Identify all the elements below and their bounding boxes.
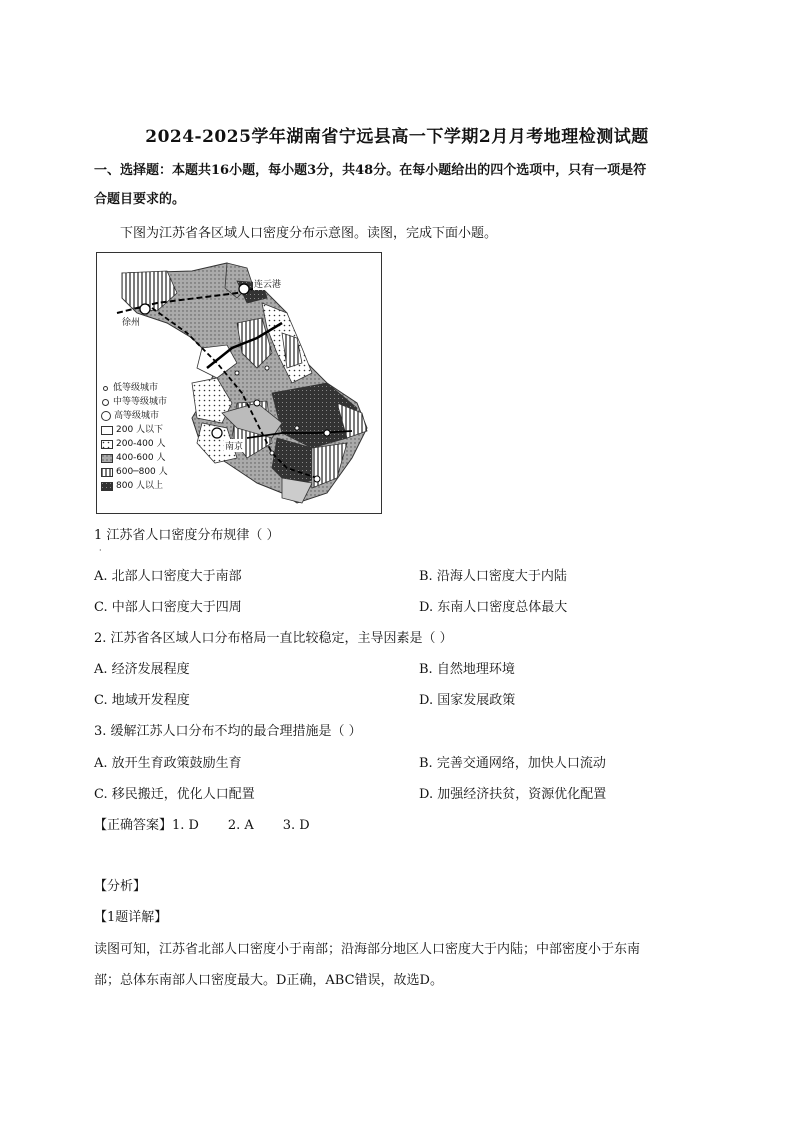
map-legend [101,381,168,493]
q3-option-a: A. 放开生育政策鼓励生育 [94,756,242,771]
grey-swatch-icon [101,454,113,463]
detail-text-line1: 读图可知，江苏省北部人口密度小于南部；沿海部分地区人口密度大于内陆；中部密度小于东南 [94,942,641,957]
q1-option-c: C. 中部人口密度大于四周 [94,600,242,615]
q1-option-a: A. 北部人口密度大于南部 [94,569,242,584]
stray-dot: · [99,546,102,555]
city-label-lianyungang: 连云港 [253,277,282,290]
q2-option-c: C. 地域开发程度 [94,693,190,708]
q1-option-b: B. 沿海人口密度大于内陆 [419,569,567,584]
legend-item: 高等级城市 [101,409,168,423]
city-label-nanjing: 南京 [224,439,244,452]
q3-option-d: D. 加强经济扶贫，资源优化配置 [419,787,607,802]
detail-heading: 【1题详解】 [94,910,168,925]
dotted-swatch-icon [101,440,113,449]
q3-option-b: B. 完善交通网络，加快人口流动 [419,756,606,771]
legend-item: 中等等级城市 [101,395,168,409]
page-title: 2024-2025学年湖南省宁远县高一下学期2月月考地理检测试题 [145,127,649,147]
legend-item: 低等级城市 [101,381,168,395]
question-3-stem: 3. 缓解江苏人口分布不均的最合理措施是（ ） [94,724,362,739]
legend-item: 200 人以下 [101,423,168,437]
question-2-stem: 2. 江苏省各区域人口分布格局一直比较稳定，主导因素是（ ） [94,631,453,646]
question-1-stem: 1 江苏省人口密度分布规律（ ） [94,528,280,543]
medium-city-icon [102,399,109,406]
detail-text-line2: 部；总体东南部人口密度最大。D正确，ABC错误，故选D。 [94,973,443,988]
section-heading-line2: 合题目要求的。 [94,192,186,207]
striped-swatch-icon [101,468,113,477]
q2-option-d: D. 国家发展政策 [419,693,516,708]
dark-swatch-icon [101,482,113,491]
population-density-map [96,252,382,514]
q3-option-c: C. 移民搬迁，优化人口配置 [94,787,255,802]
question-intro: 下图为江苏省各区域人口密度分布示意图。读图，完成下面小题。 [120,226,498,241]
small-city-icon [103,386,108,391]
q2-option-a: A. 经济发展程度 [94,662,190,677]
legend-item: 200-400 人 [101,437,168,451]
q2-option-b: B. 自然地理环境 [419,662,515,677]
legend-item: 800 人以上 [101,479,168,493]
legend-item: 600─800 人 [101,465,168,479]
city-label-xuzhou: 徐州 [121,315,141,328]
analysis-heading: 【分析】 [94,879,147,894]
q1-option-d: D. 东南人口密度总体最大 [419,600,568,615]
large-city-icon [101,411,111,421]
blank-swatch-icon [101,426,113,435]
legend-item: 400-600 人 [101,451,168,465]
answer-key: 【正确答案】1. D 2. A 3. D [94,818,310,833]
section-heading-line1: 一、选择题：本题共16小题，每小题3分，共48分。在每小题给出的四个选项中，只有一项是符 [94,163,647,178]
